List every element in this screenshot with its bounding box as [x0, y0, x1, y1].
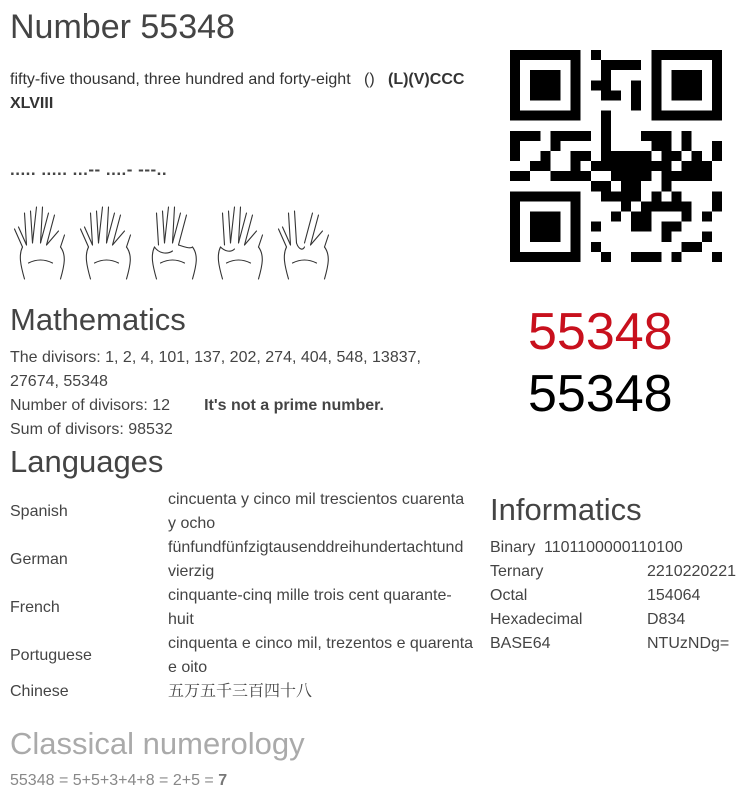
morse-code: ..... ..... ...-- ....- ---..: [10, 160, 168, 179]
info-row: [490, 608, 750, 632]
language-value: cincuenta y cinco mil trescientos cuarenta y ocho: [168, 491, 465, 532]
language-row: [10, 536, 475, 584]
language-row: [10, 584, 475, 632]
hand-five-icon: [10, 203, 71, 281]
language-row: [10, 488, 475, 536]
number-display-red: 55348: [528, 303, 673, 361]
language-row: [10, 680, 475, 704]
numerology-result: 7: [218, 772, 228, 789]
parens-text: (): [364, 71, 375, 88]
divisors-list: The divisors: 1, 2, 4, 101, 137, 202, 274, 404, 548, 13837, 27674, 55348: [10, 349, 421, 390]
info-value: 154064: [647, 587, 701, 604]
languages-heading: Languages: [10, 444, 164, 479]
qr-code-icon: [510, 50, 722, 262]
language-name: French: [10, 599, 60, 616]
info-name: Binary: [490, 539, 536, 556]
info-value: NTUzNDg=: [647, 635, 730, 652]
language-name: German: [10, 551, 68, 568]
words-text: fifty-five thousand, three hundred and forty-eight: [10, 71, 351, 88]
language-row: [10, 632, 475, 680]
hand-eight-icon: [274, 203, 335, 281]
info-row: [490, 584, 750, 608]
info-row: [490, 536, 750, 560]
numerology-equation: 55348 = 5+5+3+4+8 = 2+5 =: [10, 772, 214, 789]
mathematics-info: [10, 346, 470, 442]
page-title: Number 55348: [10, 8, 235, 46]
informatics-heading: Informatics: [490, 492, 642, 527]
info-value: 2210220221: [647, 563, 736, 580]
numerology-line: [10, 772, 227, 790]
number-display-black: 55348: [528, 365, 673, 423]
informatics-table: [490, 536, 750, 656]
number-words: [10, 68, 475, 116]
roman-numeral: (L)(V)CCC XLVIII: [10, 71, 465, 112]
prime-status: It's not a prime number.: [204, 397, 384, 414]
language-value: fünfundfünfzigtausenddreihundertachtund vierzig: [168, 539, 464, 580]
language-value: cinquenta e cinco mil, trezentos e quarenta e oito: [168, 635, 474, 676]
divisor-sum: Sum of divisors: 98532: [10, 421, 173, 438]
hand-five-icon: [76, 203, 137, 281]
info-value: 1101100000110100: [544, 539, 683, 556]
info-name: Hexadecimal: [490, 611, 583, 628]
info-name: Ternary: [490, 563, 544, 580]
info-row: [490, 632, 750, 656]
divisor-count: Number of divisors: 12: [10, 397, 171, 414]
numerology-heading: Classical numerology: [10, 726, 305, 761]
language-name: Portuguese: [10, 647, 92, 664]
finger-count-images: [10, 203, 335, 283]
hand-three-icon: [142, 203, 203, 281]
info-value: D834: [647, 611, 686, 628]
language-name: Chinese: [10, 683, 69, 700]
info-row: [490, 560, 750, 584]
languages-table: [10, 488, 475, 704]
language-value: 五万五千三百四十八: [168, 683, 313, 700]
mathematics-heading: Mathematics: [10, 302, 186, 337]
language-name: Spanish: [10, 503, 68, 520]
info-name: Octal: [490, 587, 528, 604]
hand-four-icon: [208, 203, 269, 281]
info-name: BASE64: [490, 635, 551, 652]
language-value: cinquante-cinq mille trois cent quarante-huit: [168, 587, 452, 628]
